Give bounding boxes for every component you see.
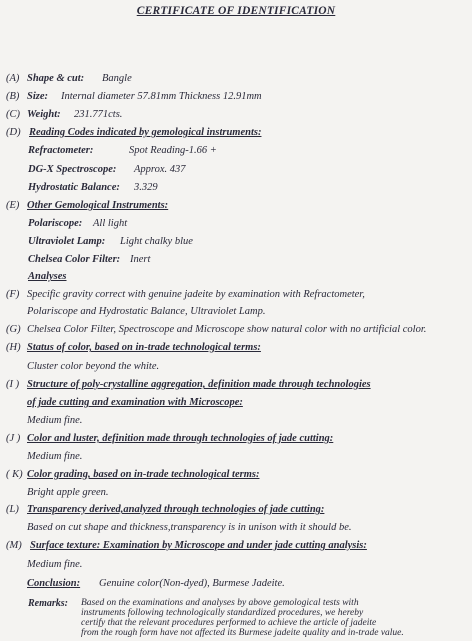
item-m [6, 539, 367, 552]
item-heading: Structure of poly-crystalline aggregation, definition made through technologies [27, 379, 371, 390]
item-letter: (M) [6, 540, 22, 551]
item-heading: Reading Codes indicated by gemological instruments: [29, 127, 262, 138]
remarks-label: Remarks: [28, 598, 68, 609]
item-c [6, 108, 123, 121]
item-f-line2: Polariscope and Hydrostatic Balance, Ultraviolet Lamp. [27, 306, 266, 317]
item-i [6, 378, 371, 391]
item-value: Internal diameter 57.81mm Thickness 12.91mm [61, 91, 262, 102]
reading-chelsea [28, 253, 151, 266]
remarks-line: from the rough form have not affected its Burmese jadeite quality and in-trade value. [81, 628, 404, 638]
item-letter: (E) [6, 200, 20, 211]
reading-value: Light chalky blue [120, 236, 193, 247]
reading-value: Inert [130, 254, 151, 265]
item-k-value: Bright apple green. [27, 487, 109, 498]
item-letter: (B) [6, 91, 20, 102]
conclusion [27, 577, 285, 590]
certificate-title: CERTIFICATE OF IDENTIFICATION [136, 5, 336, 17]
item-label: Size: [27, 91, 48, 102]
conclusion-value: Genuine color(Non-dyed), Burmese Jadeite. [99, 578, 285, 589]
reading-label: Ultraviolet Lamp: [28, 236, 106, 247]
remarks-line: certify that the relevant procedures performed to achieve the article of jadeite [81, 618, 377, 628]
reading-label: Chelsea Color Filter: [28, 254, 121, 265]
reading-spectroscope [28, 163, 186, 176]
item-i-heading2: of jade cutting and examination with Microscope: [27, 397, 243, 408]
reading-value: Approx. 437 [134, 164, 186, 175]
item-i-value: Medium fine. [27, 415, 83, 426]
reading-value: 3.329 [134, 182, 158, 193]
item-l [6, 503, 325, 516]
item-heading: Transparency derived,analyzed through technologies of jade cutting: [27, 504, 325, 515]
item-f [6, 288, 365, 301]
item-letter: (H) [6, 342, 21, 353]
item-j [6, 432, 334, 445]
reading-label: DG-X Spectroscope: [28, 164, 117, 175]
reading-refractometer [28, 144, 217, 157]
reading-label: Hydrostatic Balance: [28, 182, 120, 193]
reading-value: Spot Reading-1.66 + [129, 145, 217, 156]
item-h [6, 341, 261, 354]
item-k [6, 468, 260, 481]
item-j-value: Medium fine. [27, 451, 83, 462]
item-letter: (A) [6, 73, 20, 84]
item-value: 231.771cts. [74, 109, 123, 120]
item-letter: (G) [6, 324, 21, 335]
item-value: Bangle [102, 73, 132, 84]
analyses-heading: Analyses [28, 271, 67, 282]
item-letter: (I ) [6, 379, 20, 390]
remarks-line: instruments following technologically standardized procedures, we hereby [81, 608, 364, 618]
reading-label: Refractometer: [28, 145, 94, 156]
item-label: Shape & cut: [27, 73, 85, 84]
item-b [6, 90, 262, 103]
item-letter: (L) [6, 504, 19, 515]
item-m-value: Medium fine. [27, 559, 83, 570]
reading-value: All light [93, 218, 128, 229]
item-heading: Color grading, based on in-trade technological terms: [27, 469, 260, 480]
item-text: Specific gravity correct with genuine jadeite by examination with Refractometer, [27, 289, 365, 300]
item-text: Chelsea Color Filter, Spectroscope and Microscope show natural color with no artificial color. [27, 324, 427, 335]
conclusion-label: Conclusion: [27, 578, 81, 589]
item-g [6, 323, 427, 336]
item-label: Weight: [27, 109, 61, 120]
item-heading: Surface texture: Examination by Microscope and under jade cutting analysis: [30, 540, 367, 551]
item-l-value: Based on cut shape and thickness,transparency is in unison with it should be. [27, 522, 352, 533]
item-a [6, 72, 132, 85]
item-letter: (J ) [6, 433, 21, 444]
item-d [6, 126, 262, 139]
reading-polariscope [28, 217, 128, 230]
item-h-value: Cluster color beyond the white. [27, 361, 160, 372]
remarks-line: Based on the examinations and analyses by above gemological tests with [81, 598, 359, 608]
item-heading: Color and luster, definition made through technologies of jade cutting: [27, 433, 334, 444]
reading-label: Polariscope: [28, 218, 83, 229]
item-letter: (F) [6, 289, 20, 300]
item-heading: Other Gemological Instruments: [27, 200, 169, 211]
item-heading: Status of color, based on in-trade technological terms: [27, 342, 261, 353]
item-e [6, 199, 169, 212]
item-letter: (D) [6, 127, 21, 138]
reading-hydrostatic [28, 181, 158, 194]
item-letter: ( K) [6, 469, 23, 480]
item-letter: (C) [6, 109, 20, 120]
reading-uv-lamp [28, 235, 193, 248]
